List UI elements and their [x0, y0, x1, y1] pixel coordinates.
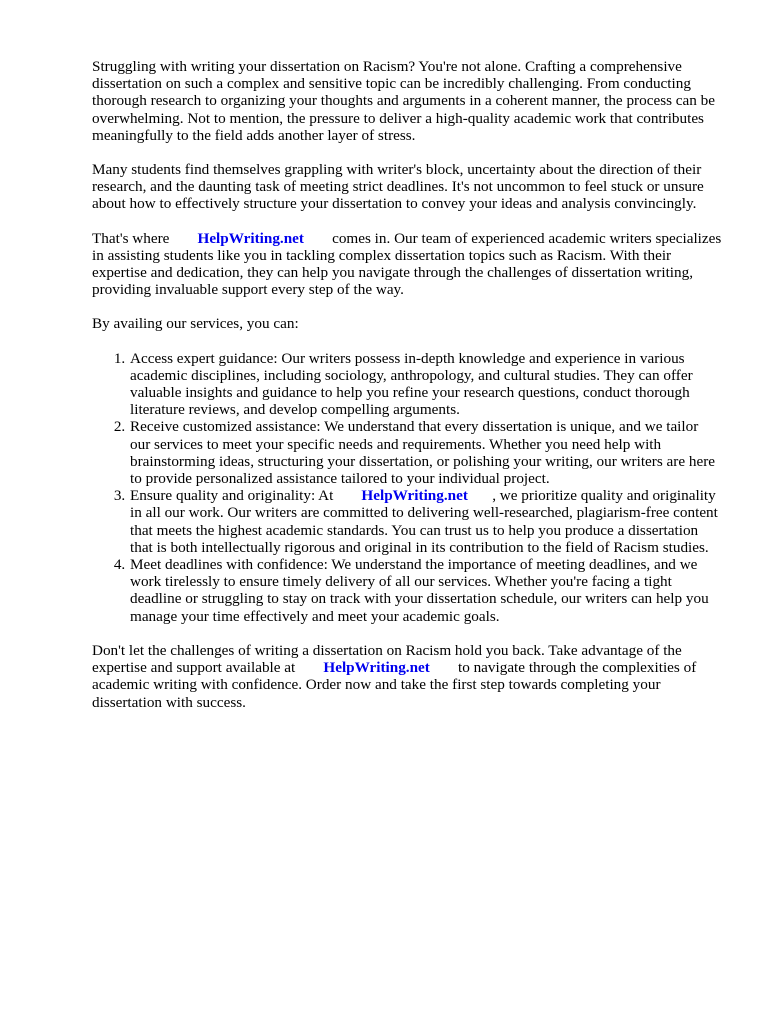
solution-text-after: comes in. Our team of experienced academic writers specializes in assisting students like you in tackling complex dissertation topics such as Racism. With their expertise and dedication, they can help you navigate through the challenges of dissertation writing, providing invaluable support every step of the way.: [92, 229, 722, 299]
service-item-3-text-before: Ensure quality and originality: At: [130, 487, 334, 505]
helpwriting-link[interactable]: HelpWriting.net: [361, 487, 468, 505]
closing-text-after: to navigate through the complexities of academic writing with confidence. Order now and take the first step towards completing your dissertation with success.: [92, 659, 697, 711]
closing-text-before: Don't let the challenges of writing a dissertation on Racism hold you back. Take advantage of the expertise and support available at: [92, 641, 682, 677]
service-item-3-text-after: , we prioritize quality and originality in all our work. Our writers are committed to delivering well-researched, plagiarism-free content that meets the highest academic standards. You can trust us to help you produce a dissertation that is both intellectually rigorous and original in its contribution to the field of Racism studies.: [130, 487, 718, 556]
struggles-paragraph: Many students find themselves grappling with writer's block, uncertainty about the direction of their research, and the daunting task of meeting strict deadlines. It's not uncommon to feel stuck or unsure about how to effectively structure your dissertation to convey your ideas and analysis convincingly.: [92, 161, 704, 213]
closing-paragraph: [92, 642, 722, 711]
service-item-customized-assistance: 2. Receive customized assistance: We understand that every dissertation is unique, and we tailor our services to meet your specific needs and requirements. Whether you need help with brainstorming ideas, structuring your dissertation, or polishing your writing, our writers are here to provide personalized assistance tailored to your individual project.: [129, 418, 722, 487]
service-item-deadlines: 4. Meet deadlines with confidence: We understand the importance of meeting deadlines, and we work tirelessly to ensure timely delivery of all our services. Whether you're facing a tight deadline or struggling to stay on track with your dissertation schedule, our writers can help you manage your time effectively and meet your academic goals.: [129, 556, 722, 625]
helpwriting-link[interactable]: HelpWriting.net: [197, 229, 304, 247]
intro-paragraph: Struggling with writing your dissertation on Racism? You're not alone. Crafting a comprehensive dissertation on such a complex and sensitive topic can be incredibly challenging. From conducting thorough research to organizing your thoughts and arguments in a coherent manner, the process can be overwhelming. Not to mention, the pressure to deliver a high-quality academic work that contributes meaningfully to the field adds another layer of stress.: [92, 58, 716, 144]
solution-text-before: That's where: [92, 229, 170, 247]
service-item-quality-originality: [129, 487, 722, 556]
service-item-expert-guidance: 1. Access expert guidance: Our writers possess in-depth knowledge and experience in various academic disciplines, including sociology, anthropology, and cultural studies. They can offer valuable insights and guidance to help you refine your research questions, conduct thorough literature reviews, and develop compelling arguments.: [129, 350, 722, 419]
document-page: [92, 58, 722, 728]
services-list: [92, 350, 722, 625]
services-intro: By availing our services, you can:: [92, 315, 299, 333]
helpwriting-link[interactable]: HelpWriting.net: [323, 659, 430, 677]
solution-paragraph: [92, 230, 722, 299]
